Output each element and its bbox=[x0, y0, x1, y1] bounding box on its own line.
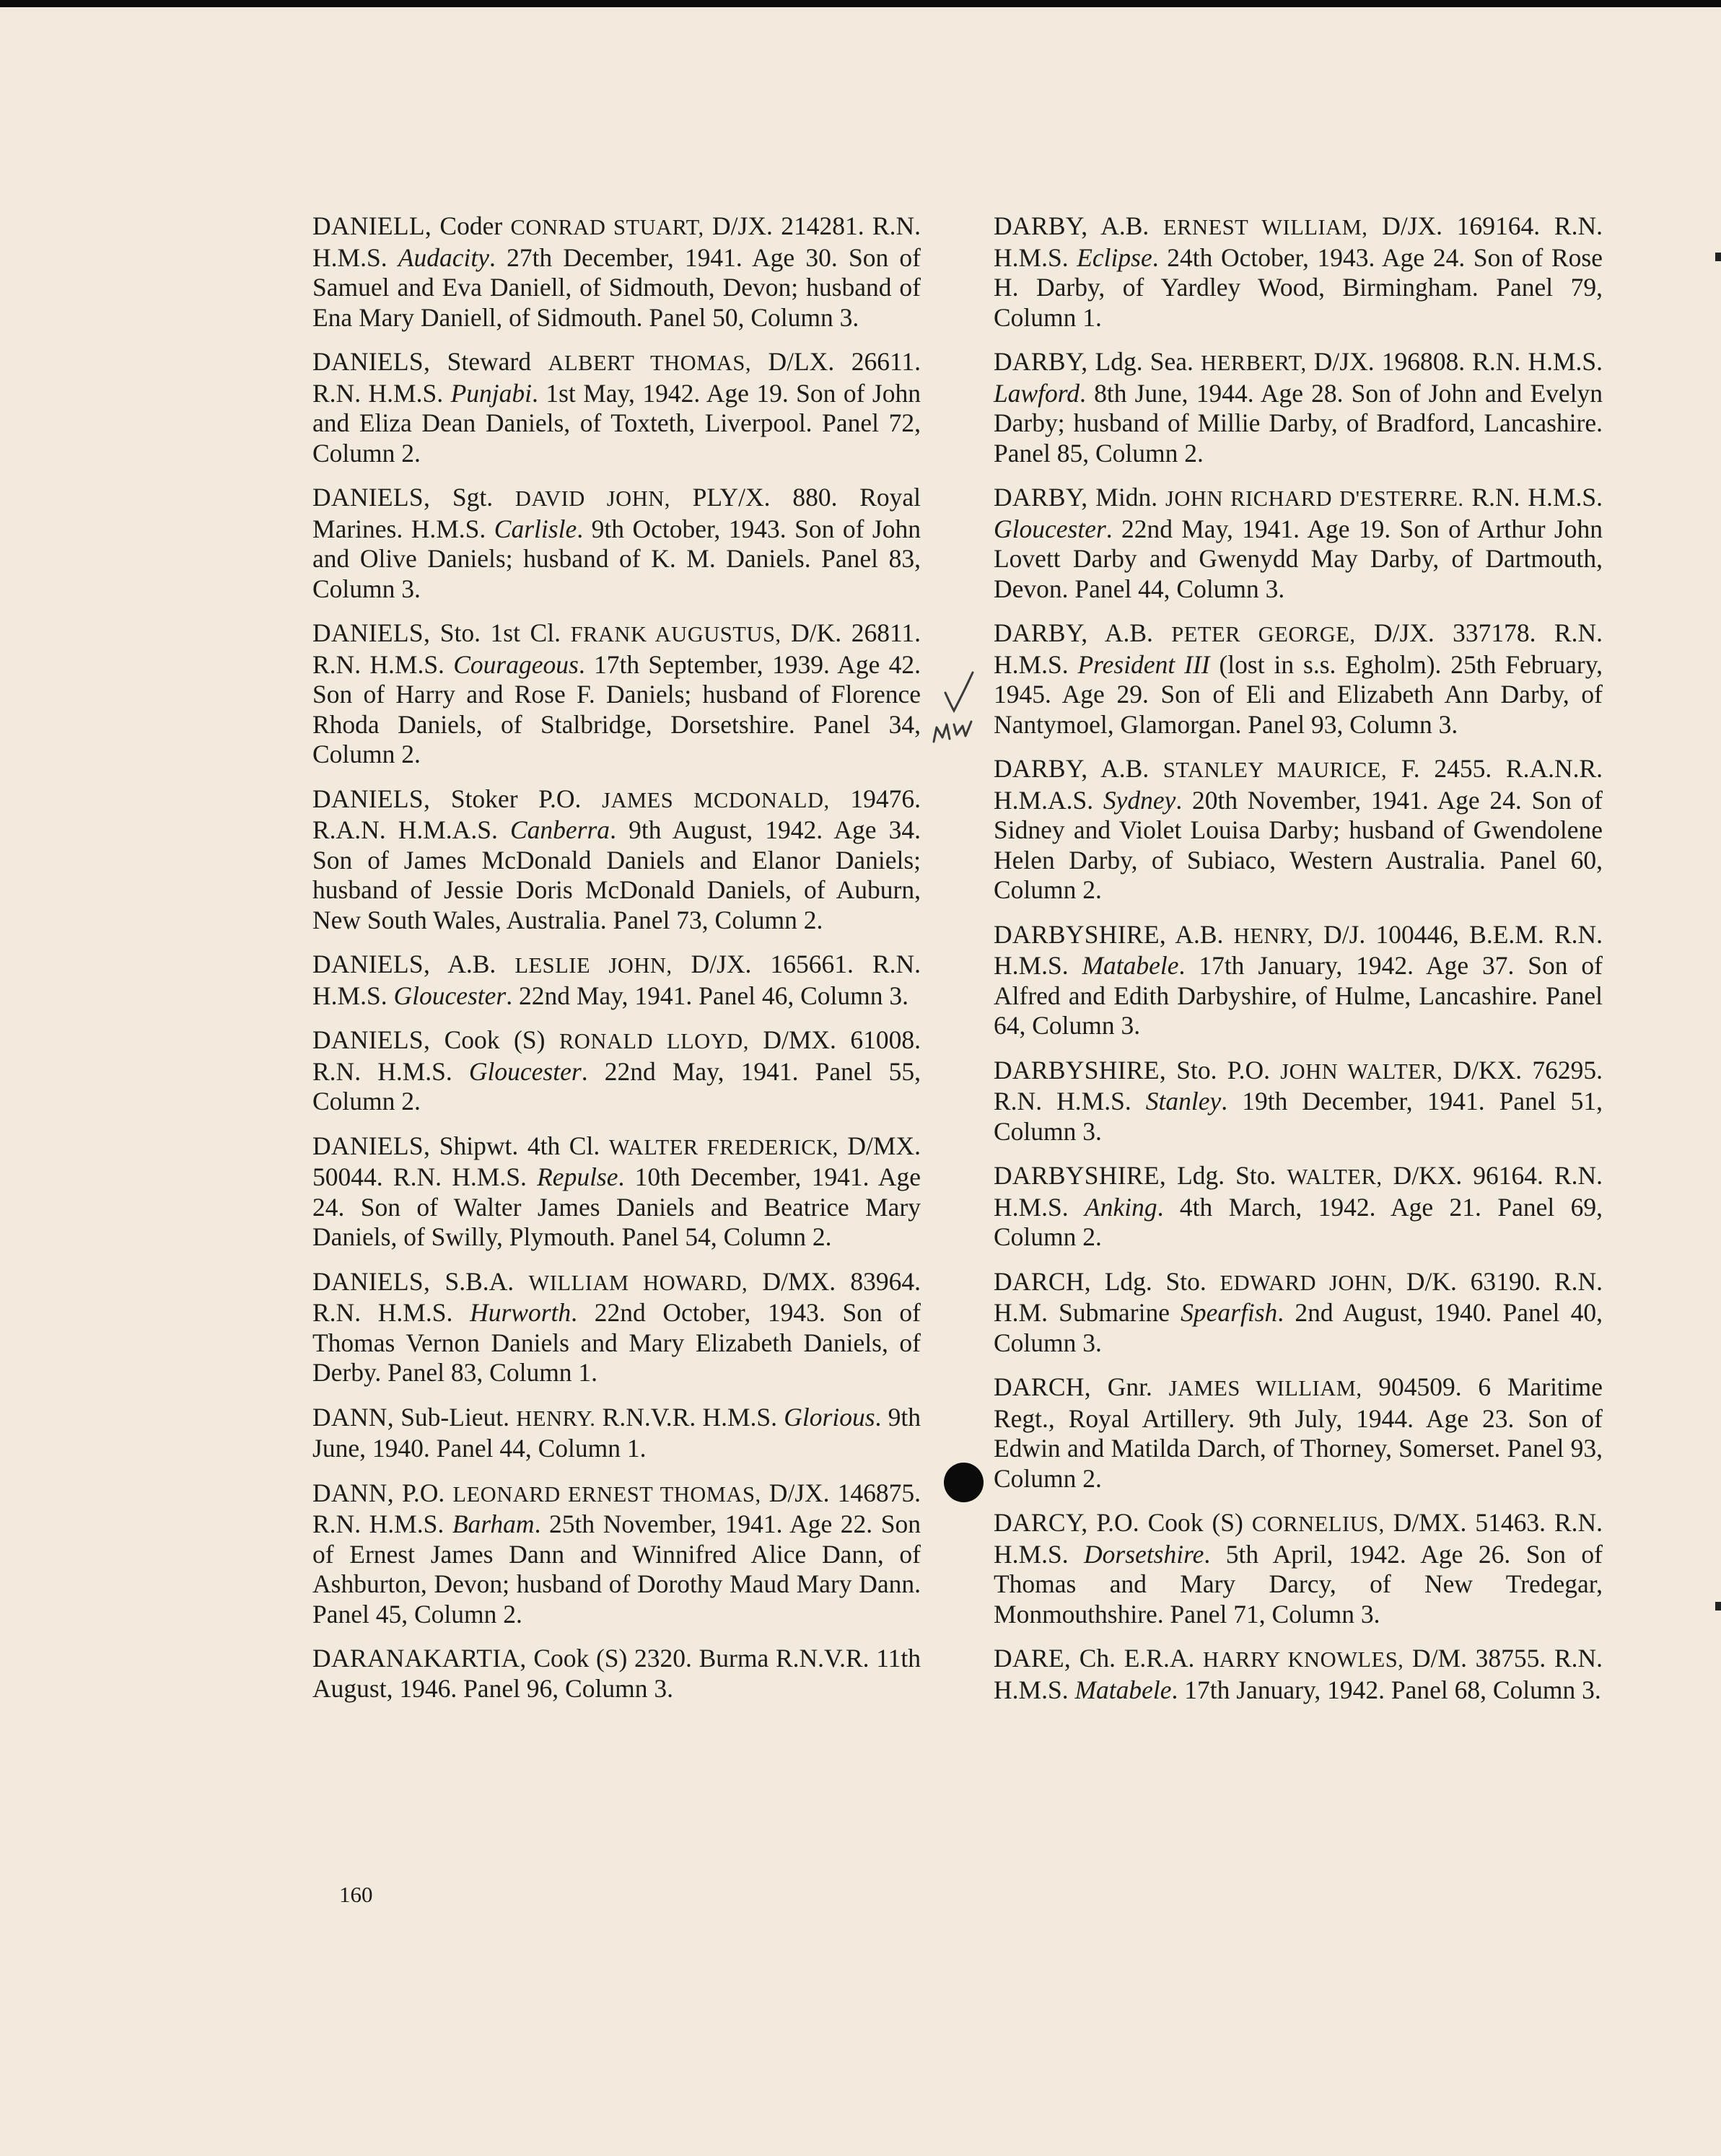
register-entry: DARE, Ch. E.R.A. HARRY KNOWLES, D/M. 38755. R.N. H.M.S. Matabele. 17th January, 1942. Panel 68, Column 3. bbox=[994, 1644, 1603, 1704]
register-entry: DARBY, A.B. PETER GEORGE, D/JX. 337178. R.N. H.M.S. President III (lost in s.s. Egholm). 25th February, 1945. Age 29. Son of Eli and Elizabeth Ann Darby, of Nantymoel, Glamorgan. Panel 93, Column 3. bbox=[994, 618, 1603, 739]
ship-name: Dorsetshire bbox=[1084, 1539, 1204, 1569]
register-entry: DARBY, Ldg. Sea. HERBERT, D/JX. 196808. R.N. H.M.S. Lawford. 8th June, 1944. Age 28. Son of John and Evelyn Darby; husband of Millie Darby, of Bradford, Lancashire. Panel 85, Column 2. bbox=[994, 347, 1603, 468]
ship-name: Stanley bbox=[1145, 1087, 1222, 1116]
register-entry: DARCH, Gnr. JAMES WILLIAM, 904509. 6 Maritime Regt., Royal Artillery. 9th July, 1944. Age 23. Son of Edwin and Matilda Darch, of Thorney, Somerset. Panel 93, Column 2. bbox=[994, 1372, 1603, 1493]
register-entry: DARBY, A.B. ERNEST WILLIAM, D/JX. 169164. R.N. H.M.S. Eclipse. 24th October, 1943. Age 24. Son of Rose H. Darby, of Yardley Wood, Birmingham. Panel 79, Column 1. bbox=[994, 211, 1603, 332]
ship-name: Canberra bbox=[509, 815, 610, 844]
register-entry: DANN, P.O. LEONARD ERNEST THOMAS, D/JX. 146875. R.N. H.M.S. Barham. 25th November, 1941. Age 22. Son of Ernest James Dann and Winnifred Alice Dann, of Ashburton, Devon; husband of Dorothy Maud Mary Dann. Panel 45, Column 2. bbox=[312, 1478, 921, 1629]
ship-name: Carlisle bbox=[494, 514, 577, 543]
ship-name: Matabele bbox=[1082, 951, 1179, 980]
ship-name: Eclipse bbox=[1077, 242, 1152, 272]
page-number: 160 bbox=[339, 1882, 373, 1907]
edge-speck bbox=[1715, 253, 1721, 261]
ship-name: Spearfish bbox=[1181, 1298, 1278, 1327]
ship-name: President III bbox=[1077, 649, 1210, 679]
register-entry: DANIELS, Cook (S) RONALD LLOYD, D/MX. 61008. R.N. H.M.S. Gloucester. 22nd May, 1941. Panel 55, Column 2. bbox=[312, 1025, 921, 1116]
ship-name: Courageous bbox=[453, 649, 579, 679]
ink-dot-marker bbox=[944, 1463, 984, 1502]
right-column bbox=[994, 211, 1603, 1719]
register-entry: DARBY, Midn. JOHN RICHARD D'ESTERRE. R.N. H.M.S. Gloucester. 22nd May, 1941. Age 19. Son of Arthur John Lovett Darby and Gwenydd May Darby, of Dartmouth, Devon. Panel 44, Column 3. bbox=[994, 483, 1603, 603]
ship-name: Barham bbox=[452, 1509, 535, 1538]
ship-name: Lawford bbox=[994, 378, 1080, 408]
register-entry: DANIELS, Shipwt. 4th Cl. WALTER FREDERICK, D/MX. 50044. R.N. H.M.S. Repulse. 10th December, 1941. Age 24. Son of Walter James Daniels and Beatrice Mary Daniels, of Swilly, Plymouth. Panel 54, Column 2. bbox=[312, 1131, 921, 1251]
register-entry: DANIELL, Coder CONRAD STUART, D/JX. 214281. R.N. H.M.S. Audacity. 27th December, 1941. Age 30. Son of Samuel and Eva Daniell, of Sidmouth, Devon; husband of Ena Mary Daniell, of Sidmouth. Panel 50, Column 3. bbox=[312, 211, 921, 332]
ship-name: Glorious bbox=[784, 1402, 875, 1432]
ship-name: Matabele bbox=[1074, 1675, 1172, 1704]
handwritten-tick-mark bbox=[929, 671, 991, 750]
ship-name: Gloucester bbox=[393, 981, 507, 1010]
register-entry: DARANAKARTIA, Cook (S) 2320. Burma R.N.V.R. 11th August, 1946. Panel 96, Column 3. bbox=[312, 1644, 921, 1703]
register-entry: DANIELS, Steward ALBERT THOMAS, D/LX. 26611. R.N. H.M.S. Punjabi. 1st May, 1942. Age 19. Son of John and Eliza Dean Daniels, of Toxteth, Liverpool. Panel 72, Column 2. bbox=[312, 347, 921, 468]
register-entry: DANN, Sub-Lieut. HENRY. R.N.V.R. H.M.S. Glorious. 9th June, 1940. Panel 44, Column 1. bbox=[312, 1402, 921, 1463]
register-entry: DARBYSHIRE, Sto. P.O. JOHN WALTER, D/KX. 76295. R.N. H.M.S. Stanley. 19th December, 1941. Panel 51, Column 3. bbox=[994, 1055, 1603, 1146]
register-entry: DARBY, A.B. STANLEY MAURICE, F. 2455. R.A.N.R. H.M.A.S. Sydney. 20th November, 1941. Age 24. Son of Sidney and Violet Louisa Darby; husband of Gwendolene Helen Darby, of Subiaco, Western Australia. Panel 60, Column 2. bbox=[994, 754, 1603, 904]
ship-name: Sydney bbox=[1103, 785, 1176, 815]
ship-name: Audacity bbox=[398, 242, 489, 272]
edge-speck bbox=[1715, 1602, 1721, 1611]
ship-name: Gloucester bbox=[994, 514, 1106, 543]
ship-name: Repulse bbox=[537, 1162, 618, 1191]
register-entry: DANIELS, Sgt. DAVID JOHN, PLY/X. 880. Royal Marines. H.M.S. Carlisle. 9th October, 1943. Son of John and Olive Daniels; husband of K. M. Daniels. Panel 83, Column 3. bbox=[312, 483, 921, 603]
register-entry: DARBYSHIRE, Ldg. Sto. WALTER, D/KX. 96164. R.N. H.M.S. Anking. 4th March, 1942. Age 21. Panel 69, Column 2. bbox=[994, 1161, 1603, 1251]
memorial-register-page bbox=[0, 7, 1721, 2156]
register-entry: DANIELS, Stoker P.O. JAMES MCDONALD, 19476. R.A.N. H.M.A.S. Canberra. 9th August, 1942. Age 34. Son of James McDonald Daniels and Elanor Daniels; husband of Jessie Doris McDonald Daniels, of Auburn, New South Wales, Australia. Panel 73, Column 2. bbox=[312, 784, 921, 934]
left-column bbox=[312, 211, 921, 1718]
register-entry: DANIELS, S.B.A. WILLIAM HOWARD, D/MX. 83964. R.N. H.M.S. Hurworth. 22nd October, 1943. Son of Thomas Vernon Daniels and Mary Elizabeth Daniels, of Derby. Panel 83, Column 1. bbox=[312, 1266, 921, 1387]
ship-name: Gloucester bbox=[468, 1056, 582, 1086]
ship-name: Anking bbox=[1085, 1192, 1157, 1222]
register-entry: DANIELS, Sto. 1st Cl. FRANK AUGUSTUS, D/K. 26811. R.N. H.M.S. Courageous. 17th September, 1939. Age 42. Son of Harry and Rose F. Daniels; husband of Florence Rhoda Daniels, of Stalbridge, Dorsetshire. Panel 34, Column 2. bbox=[312, 618, 921, 768]
ship-name: Hurworth bbox=[470, 1298, 572, 1327]
ship-name: Punjabi bbox=[450, 378, 532, 408]
register-entry: DARCH, Ldg. Sto. EDWARD JOHN, D/K. 63190. R.N. H.M. Submarine Spearfish. 2nd August, 1940. Panel 40, Column 3. bbox=[994, 1266, 1603, 1357]
register-entry: DANIELS, A.B. LESLIE JOHN, D/JX. 165661. R.N. H.M.S. Gloucester. 22nd May, 1941. Panel 46, Column 3. bbox=[312, 950, 921, 1010]
register-entry: DARBYSHIRE, A.B. HENRY, D/J. 100446, B.E.M. R.N. H.M.S. Matabele. 17th January, 1942. Age 37. Son of Alfred and Edith Darbyshire, of Hulme, Lancashire. Panel 64, Column 3. bbox=[994, 919, 1603, 1040]
register-entry: DARCY, P.O. Cook (S) CORNELIUS, D/MX. 51463. R.N. H.M.S. Dorsetshire. 5th April, 1942. Age 26. Son of Thomas and Mary Darcy, of New Tredegar, Monmouthshire. Panel 71, Column 3. bbox=[994, 1508, 1603, 1629]
